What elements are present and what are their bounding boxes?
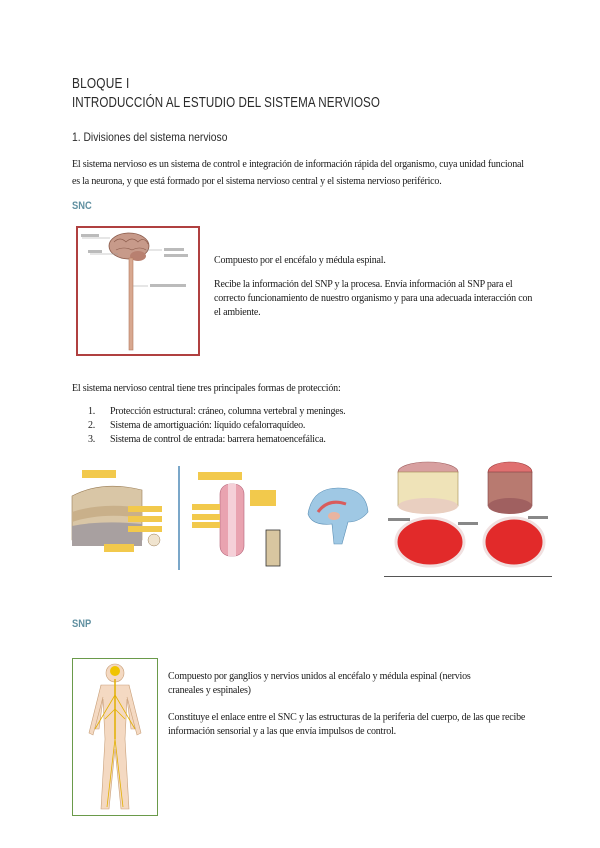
- blood-brain-barrier-image: [384, 460, 552, 577]
- snc-function-text: Recibe la información del SNP y la procesa. Envía información al SNP para el correcto funcionamiento de nuestro organismo y para una adecuada interacción con el ambiente.: [214, 279, 533, 318]
- image-divider: [178, 466, 180, 570]
- brain-section-image: [302, 482, 372, 554]
- snp-label: SNP: [72, 618, 92, 630]
- cns-diagram-image: [76, 226, 200, 356]
- snc-label: SNC: [72, 200, 92, 212]
- spinal-column-image: [190, 470, 290, 570]
- snp-composition-text: Compuesto por ganglios y nervios unidos al encéfalo y médula espinal (nervios craneales y espinales): [168, 671, 471, 696]
- block-heading: BLOQUE I: [72, 76, 130, 92]
- nervous-system-body-illustration: [73, 659, 157, 815]
- protection-intro: El sistema nervioso central tiene tres principales formas de protección:: [72, 383, 341, 394]
- document-title: INTRODUCCIÓN AL ESTUDIO DEL SISTEMA NERVIOSO: [72, 95, 380, 111]
- pns-body-image: [72, 658, 158, 816]
- protection-list: [88, 405, 528, 447]
- brain-spinal-cord-illustration: [78, 228, 198, 354]
- list-item: 3. Sistema de control de entrada: barrera hematoencefálica.: [88, 434, 326, 445]
- intro-paragraph: El sistema nervioso es un sistema de control e integración de información rápida del organismo, cuya unidad funcional es la neurona, y que está formado por el sistema nervioso central y el sistema nervioso periférico.: [72, 159, 524, 187]
- section-subtitle: 1. Divisiones del sistema nervioso: [72, 130, 228, 144]
- skull-meninges-image: [68, 466, 176, 570]
- list-item: 2. Sistema de amortiguación: líquido cefalorraquídeo.: [88, 420, 306, 431]
- snp-function-text: Constituye el enlace entre el SNC y las estructuras de la periferia del cuerpo, de las que recibe información sensorial y a las que envía impulsos de control.: [168, 712, 526, 737]
- list-item: 1. Protección estructural: cráneo, columna vertebral y meninges.: [88, 406, 346, 417]
- snc-composition-text: Compuesto por el encéfalo y médula espinal.: [214, 255, 386, 266]
